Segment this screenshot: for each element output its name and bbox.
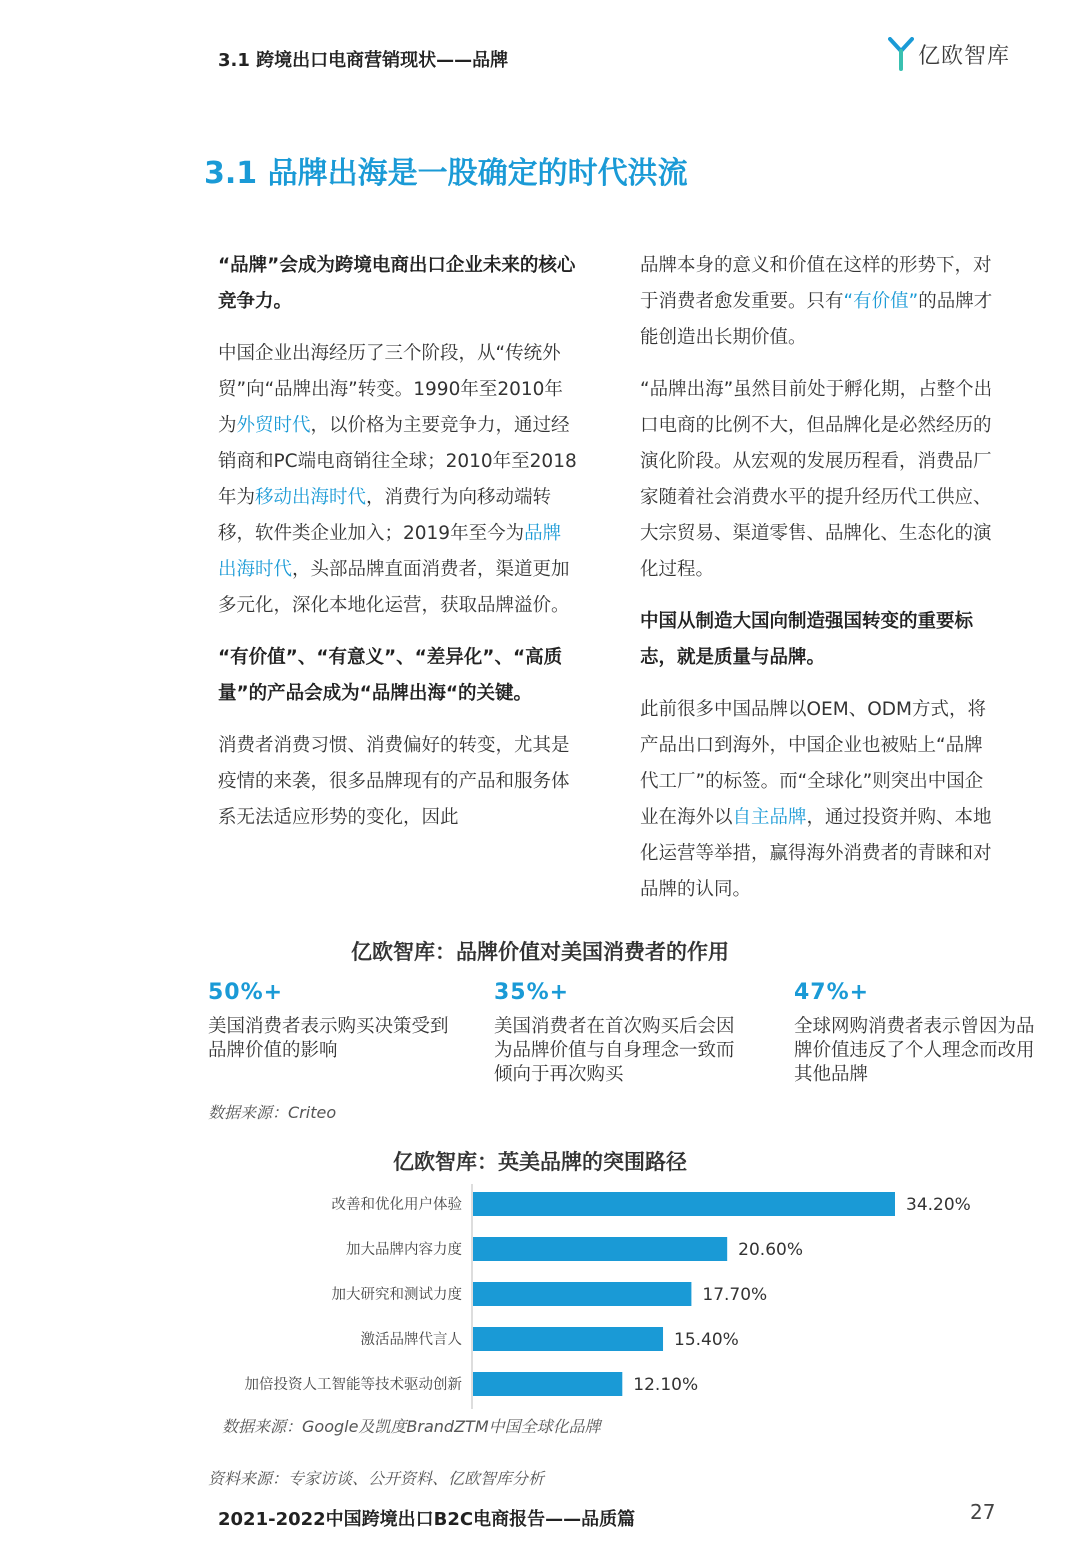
bar [473,1237,727,1261]
stat-item [794,980,1044,1087]
category-label: 激活品牌代言人 [360,1332,462,1348]
highlight-trade-era: 外贸时代 [236,415,311,436]
value-label: 20.60% [738,1240,804,1260]
left-column [218,248,578,852]
right-paragraph-2: “品牌出海”虽然目前处于孵化期，占整个出口电商的比例不大，但品牌化是必然经历的演化阶段。从宏观的发展历程看，消费品厂家随着社会消费水平的提升经历代工供应、大宗贸易、渠道零售、品牌化、生态化的演化过程。 [640,379,993,580]
highlight-brand-era: 品牌出海时代 [218,523,562,580]
brand-logo [888,36,1010,72]
category-label: 改善和优化用户体验 [331,1197,462,1213]
bar [473,1327,663,1351]
left-paragraph-2: 消费者消费习惯、消费偏好的转变，尤其是疫情的来袭，很多品牌现有的产品和服务体系无法适应形势的变化，因此 [218,735,570,828]
value-label: 34.20% [906,1195,971,1215]
stat-item [208,980,458,1063]
chart-title: 亿欧智库：英美品牌的突围路径 [393,1150,687,1174]
stats-title: 亿欧智库：品牌价值对美国消费者的作用 [351,940,729,964]
value-label: 15.40% [674,1330,739,1350]
header-title: 3.1 跨境出口电商营销现状——品牌 [218,50,509,71]
category-label: 加大品牌内容力度 [346,1242,462,1258]
right-paragraph-1: 品牌本身的意义和价值在这样的形势下，对于消费者愈发重要。只有“有价值”的品牌才能创造出长期价值。 [640,255,993,348]
stat-description: 美国消费者表示购买决策受到品牌价值的影响 [208,1016,449,1061]
left-heading-1: “品牌”会成为跨境电商出口企业未来的核心竞争力。 [218,255,576,312]
bar [473,1372,622,1396]
right-column [640,248,1000,924]
stats-source: 数据来源：Criteo [208,1103,337,1122]
stat-value: 50%+ [208,980,284,1005]
stat-value: 35%+ [494,980,570,1005]
stat-description: 全球网购消费者表示曾因为品牌价值违反了个人理念而改用其他品牌 [794,1016,1035,1085]
bar-chart [0,1180,1080,1410]
stat-description: 美国消费者在首次购买后会因为品牌价值与自身理念一致而倾向于再次购买 [494,1016,735,1085]
bar [473,1282,691,1306]
stat-value: 47%+ [794,980,870,1005]
value-label: 17.70% [702,1285,768,1305]
chart-source: 数据来源：Google及凯度BrandZTM中国全球化品牌 [222,1417,601,1436]
report-title: 2021-2022中国跨境出口B2C电商报告——品质篇 [218,1509,636,1530]
right-heading: 中国从制造大国向制造强国转变的重要标志，就是质量与品牌。 [640,611,974,668]
logo-text: 亿欧智库 [918,43,1011,69]
page-number: 27 [970,1500,996,1524]
left-heading-2: “有价值”、“有意义”、“差异化”、“高质量”的产品会成为“品牌出海“的关键。 [218,647,563,704]
stat-item [494,980,744,1087]
section-title: 3.1 品牌出海是一股确定的时代洪流 [204,156,688,191]
left-paragraph-1: 中国企业出海经历了三个阶段，从“传统外贸”向“品牌出海”转变。1990年至2010年为外贸时代，以价格为主要竞争力，通过经销商和PC端电商销往全球；2010年至2018年为移动出海时代，消费行为向移动端转移，软件类企业加入；2019年至今为品牌出海时代，头部品牌直面消费者，渠道更加多元化，深化本地化运营，获取品牌溢价。 [218,343,577,616]
value-label: 12.10% [633,1375,699,1395]
highlight-valuable: “有价值” [843,291,919,312]
highlight-mobile-era: 移动出海时代 [255,487,367,508]
category-label: 加倍投资人工智能等技术驱动创新 [244,1377,462,1393]
highlight-own-brand: 自主品牌 [732,807,807,828]
right-paragraph-3: 此前很多中国品牌以OEM、ODM方式，将产品出口到海外，中国企业也被贴上“品牌代工厂”的标签。而“全球化”则突出中国企业在海外以自主品牌，通过投资并购、本地化运营等举措，赢得海外消费者的青睐和对品牌的认同。 [640,699,992,900]
logo-icon [888,37,914,71]
category-label: 加大研究和测试力度 [331,1287,462,1303]
bar [473,1192,895,1216]
materials-source: 资料来源：专家访谈、公开资料、亿欧智库分析 [208,1469,545,1488]
